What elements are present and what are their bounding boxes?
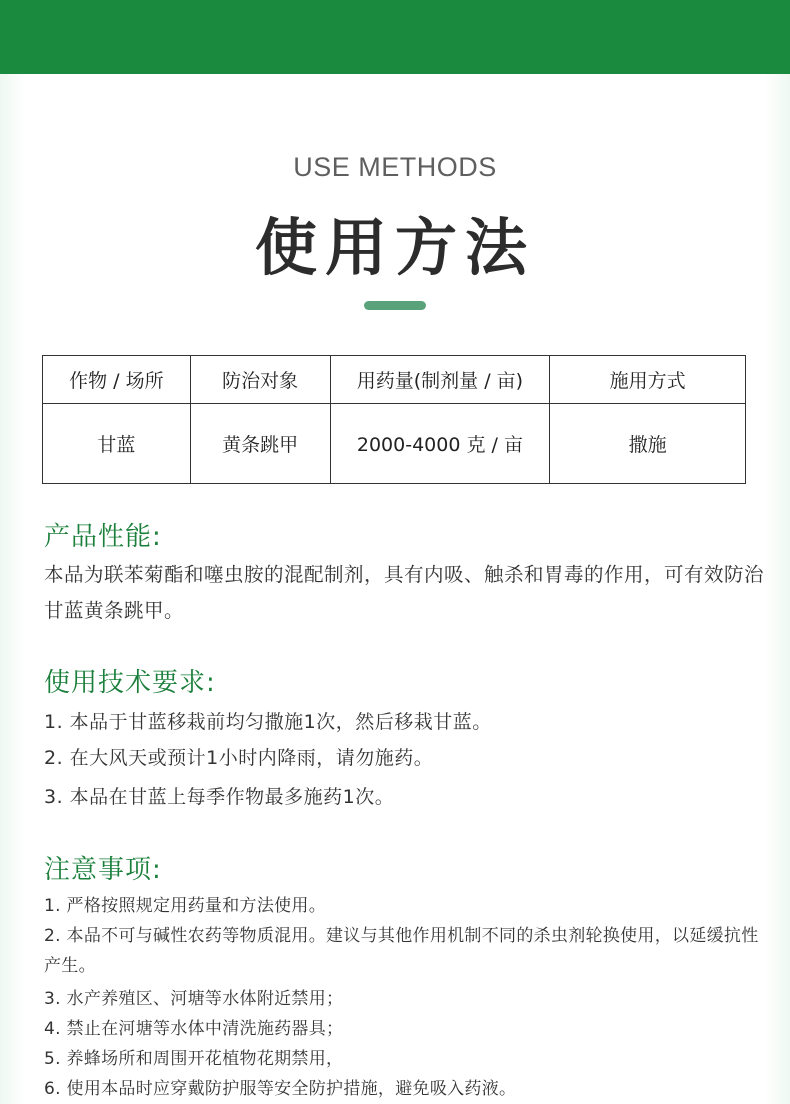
performance-heading: 产品性能: (44, 522, 162, 552)
technical-item-1: 1. 本品于甘蓝移栽前均匀撒施1次，然后移栽甘蓝。 (44, 711, 492, 733)
note-item-5: 5. 养蜂场所和周围开花植物花期禁用， (44, 1049, 344, 1069)
table-row (43, 404, 746, 484)
note-item-6: 6. 使用本品时应穿戴防护服等安全防护措施，避免吸入药液。 (44, 1079, 517, 1099)
table-header-dosage: 用药量(制剂量 / 亩) (330, 356, 550, 404)
table-header-row (43, 356, 746, 404)
table-header-method: 施用方式 (550, 356, 746, 404)
table-header-crop: 作物 / 场所 (43, 356, 191, 404)
technical-heading: 使用技术要求: (44, 668, 216, 698)
table-cell-target: 黄条跳甲 (190, 404, 330, 484)
table-cell-method: 撒施 (550, 404, 746, 484)
note-item-3: 3. 水产养殖区、河塘等水体附近禁用； (44, 989, 344, 1009)
note-item-2: 2. 本品不可与碱性农药等物质混用。建议与其他作用机制不同的杀虫剂轮换使用，以延缓抗性产生。 (44, 926, 759, 976)
note-item-4: 4. 禁止在河塘等水体中清洗施药器具； (44, 1019, 344, 1039)
performance-text: 本品为联苯菊酯和噻虫胺的混配制剂，具有内吸、触杀和胃毒的作用，可有效防治甘蓝黄条跳甲。 (44, 563, 765, 622)
table-header-target: 防治对象 (190, 356, 330, 404)
section-subtitle: USE METHODS (293, 152, 497, 182)
top-banner (0, 0, 790, 74)
note-item-1: 1. 严格按照规定用药量和方法使用。 (44, 896, 327, 916)
title-underline (364, 301, 426, 310)
usage-table (42, 355, 746, 484)
table-cell-crop: 甘蓝 (43, 404, 191, 484)
table-cell-dosage: 2000-4000 克 / 亩 (330, 404, 550, 484)
technical-item-2: 2. 在大风天或预计1小时内降雨，请勿施药。 (44, 747, 434, 769)
technical-item-3: 3. 本品在甘蓝上每季作物最多施药1次。 (44, 786, 395, 808)
notes-heading: 注意事项: (44, 855, 162, 885)
page-title: 使用方法 (254, 211, 535, 284)
